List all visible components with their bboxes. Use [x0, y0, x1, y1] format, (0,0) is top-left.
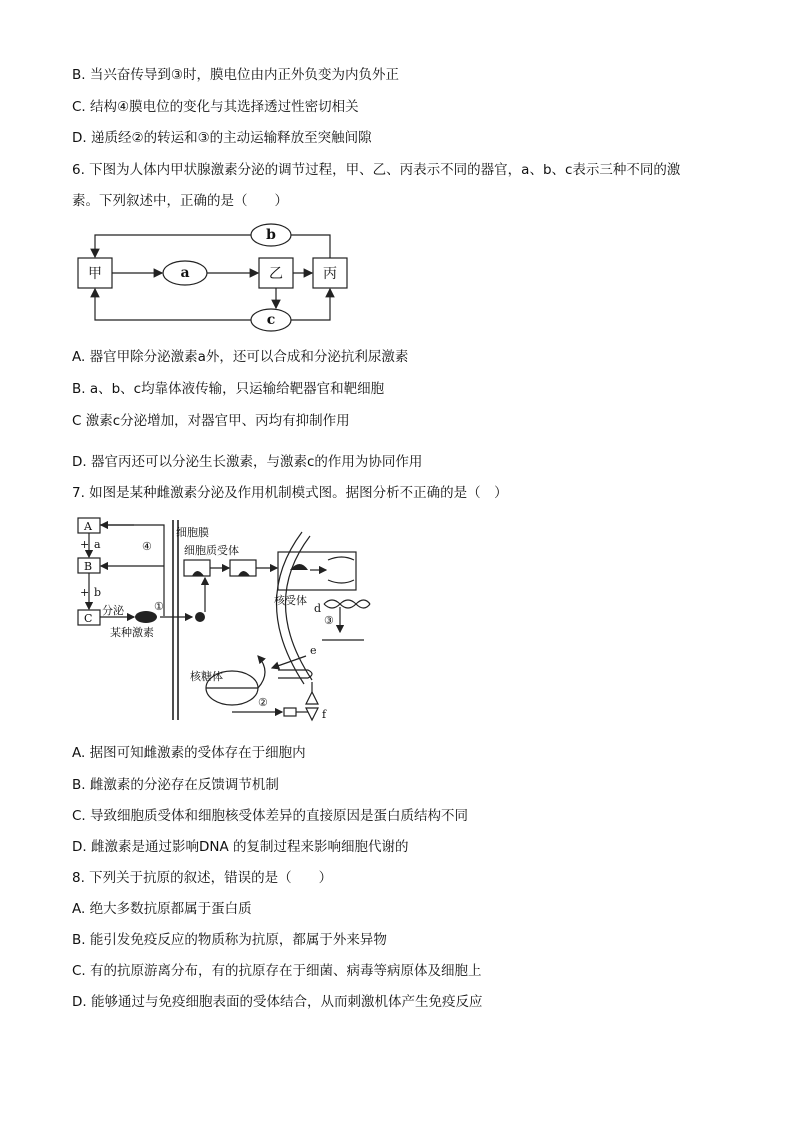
hormone-a-label: a: [94, 538, 101, 551]
plus-sign-1: +: [80, 538, 90, 551]
q7-stem: 7. 如图是某种雌激素分泌及作用机制模式图。据图分析不正确的是（ ）: [72, 485, 508, 501]
hormone-a-label: a: [180, 265, 190, 281]
organ-yi-label: 乙: [269, 266, 283, 282]
q7-option-a: A. 据图可知雌激素的受体存在于细胞内: [72, 745, 306, 761]
gland-c-label: C: [84, 612, 93, 625]
q8-option-a: A. 绝大多数抗原都属于蛋白质: [72, 901, 252, 917]
organ-bing-label: 丙: [323, 266, 337, 282]
q6-stem-line2: 素。下列叙述中，正确的是（ ）: [72, 193, 288, 209]
d-label: d: [314, 602, 322, 615]
hormone-b-label: b: [266, 227, 276, 243]
q8-option-b: B. 能引发免疫反应的物质称为抗原，都属于外来异物: [72, 932, 387, 948]
step-2-label: ②: [258, 696, 268, 709]
q6-option-c: C 激素c分泌增加，对器官甲、丙均有抑制作用: [72, 413, 350, 429]
gland-a-label: A: [84, 520, 92, 533]
step-1-label: ①: [154, 600, 164, 613]
q6-option-b: B. a、b、c均靠体液传输，只运输给靶器官和靶细胞: [72, 381, 385, 397]
q8-option-c: C. 有的抗原游离分布，有的抗原存在于细菌、病毒等病原体及细胞上: [72, 963, 482, 979]
nuclear-receptor-label: 核受体: [274, 594, 307, 607]
q5-option-d: D. 递质经②的转运和③的主动运输释放至突触间隙: [72, 130, 372, 146]
cytoplasmic-receptor-label: 细胞质受体: [184, 544, 239, 557]
q6-stem-line1: 6. 下图为人体内甲状腺激素分泌的调节过程，甲、乙、丙表示不同的器官，a、b、c表示三种不同的激: [72, 162, 681, 178]
f-label: f: [322, 708, 327, 721]
q8-stem: 8. 下列关于抗原的叙述，错误的是（ ）: [72, 870, 333, 886]
q7-option-b: B. 雌激素的分泌存在反馈调节机制: [72, 777, 279, 793]
secrete-label: 分泌: [102, 604, 124, 617]
plus-sign-2: +: [80, 586, 90, 599]
e-label: e: [310, 644, 317, 657]
q5-option-b: B. 当兴奋传导到③时，膜电位由内正外负变为内负外正: [72, 67, 399, 83]
step-4-label: ④: [142, 540, 152, 553]
ribosome-label: 核糖体: [190, 670, 223, 683]
q6-option-d: D. 器官丙还可以分泌生长激素，与激素c的作用为协同作用: [72, 454, 423, 470]
step-3-label: ③: [324, 614, 334, 627]
q7-option-c: C. 导致细胞质受体和细胞核受体差异的直接原因是蛋白质结构不同: [72, 808, 469, 824]
cell-membrane-label: 细胞膜: [176, 526, 209, 539]
organ-jia-label: 甲: [88, 266, 102, 282]
q6-option-a: A. 器官甲除分泌激素a外，还可以合成和分泌抗利尿激素: [72, 349, 409, 365]
q7-estrogen-mechanism-diagram: [72, 512, 372, 724]
q5-option-c: C. 结构④膜电位的变化与其选择透过性密切相关: [72, 99, 359, 115]
q7-option-d: D. 雌激素是通过影响DNA 的复制过程来影响细胞代谢的: [72, 839, 409, 855]
hormone-label: 某种激素: [110, 626, 154, 639]
hormone-b-label: b: [94, 586, 102, 599]
q6-thyroid-regulation-diagram: [72, 218, 362, 334]
q8-option-d: D. 能够通过与免疫细胞表面的受体结合，从而刺激机体产生免疫反应: [72, 994, 483, 1010]
hormone-c-label: c: [266, 312, 276, 328]
gland-b-label: B: [84, 560, 93, 573]
